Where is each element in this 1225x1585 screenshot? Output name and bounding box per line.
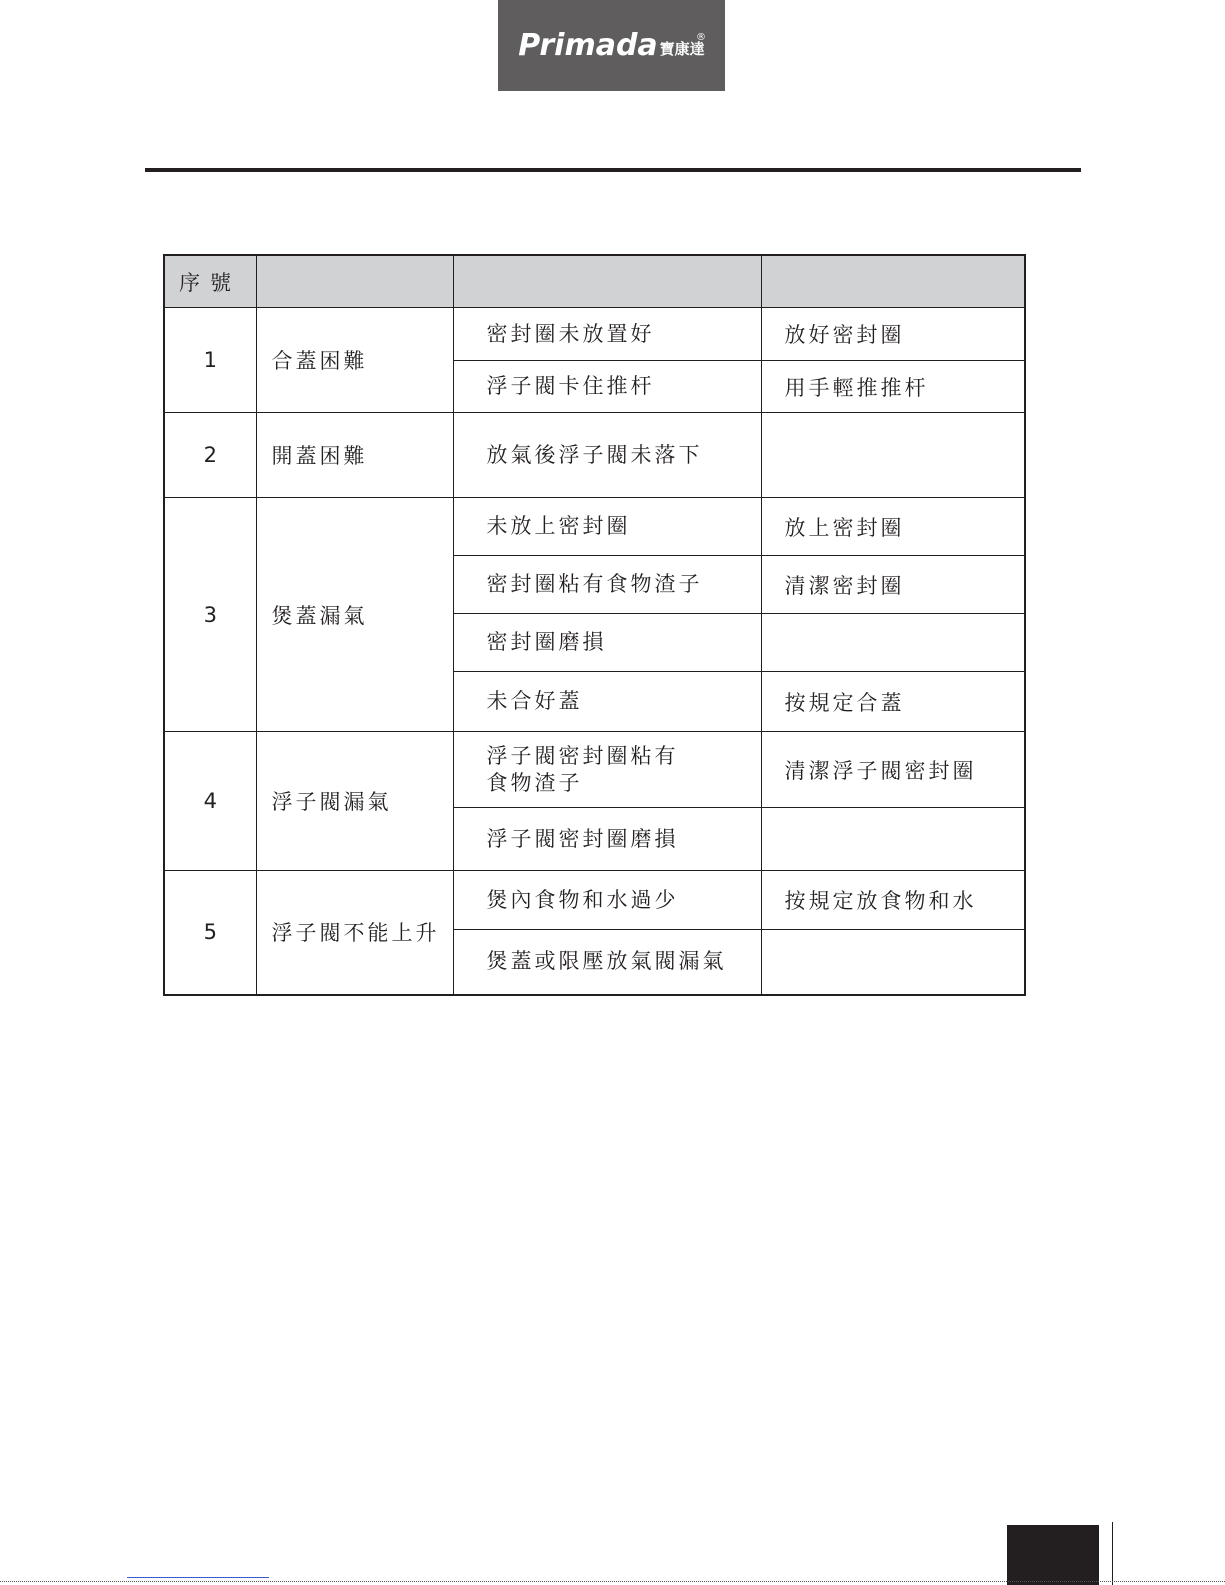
solution-cell: [761, 413, 1025, 498]
cause-cell: 放氣後浮子閥未落下: [453, 413, 761, 498]
solution-cell: 按規定放食物和水: [761, 871, 1025, 930]
brand-logo: [498, 0, 725, 91]
cause-cell: 煲蓋或限壓放氣閥漏氣: [453, 930, 761, 995]
table-row: [164, 308, 1025, 361]
cause-cell: 密封圈磨損: [453, 614, 761, 672]
solution-cell: 放上密封圈: [761, 498, 1025, 556]
cause-cell: 未放上密封圈: [453, 498, 761, 556]
symptom-cell: 浮子閥漏氣: [256, 732, 453, 871]
cause-cell: 浮子閥卡住推杆: [453, 361, 761, 413]
header-cause: [453, 255, 761, 308]
solution-cell: 用手輕推推杆: [761, 361, 1025, 413]
table-row: [164, 871, 1025, 930]
troubleshooting-table: [163, 254, 1026, 996]
row-number: 1: [164, 308, 256, 413]
cause-line: 浮子閥密封圈粘有: [486, 743, 679, 768]
solution-cell: 清潔浮子閥密封圈: [761, 732, 1025, 808]
table-header-row: [164, 255, 1025, 308]
table-row: [164, 732, 1025, 808]
symptom-cell: 開蓋困難: [256, 413, 453, 498]
row-number: 5: [164, 871, 256, 995]
header-no: 序號: [164, 255, 256, 308]
header-symptom: [256, 255, 453, 308]
row-number: 2: [164, 413, 256, 498]
row-number: 4: [164, 732, 256, 871]
symptom-cell: 浮子閥不能上升: [256, 871, 453, 995]
symptom-cell: 合蓋困難: [256, 308, 453, 413]
logo-brand-text: Primada: [518, 28, 658, 63]
solution-cell: [761, 614, 1025, 672]
footer-link-underline: [127, 1577, 269, 1578]
registered-mark: ®: [696, 32, 706, 43]
table-row: [164, 413, 1025, 498]
table-row: [164, 498, 1025, 556]
cause-line: 食物渣子: [486, 770, 583, 795]
solution-cell: 清潔密封圈: [761, 556, 1025, 614]
page-edge-line: [1112, 1522, 1113, 1585]
cause-cell: 密封圈未放置好: [453, 308, 761, 361]
cause-cell: 未合好蓋: [453, 672, 761, 732]
page-number-tab: [1007, 1525, 1099, 1585]
solution-cell: 放好密封圈: [761, 308, 1025, 361]
cause-cell: 煲內食物和水過少: [453, 871, 761, 930]
solution-cell: 按規定合蓋: [761, 672, 1025, 732]
cause-cell: 浮子閥密封圈磨損: [453, 808, 761, 871]
header-solution: [761, 255, 1025, 308]
header-rule: [145, 168, 1081, 172]
solution-cell: [761, 808, 1025, 871]
footer-dotted-line: [0, 1581, 1225, 1582]
logo-chinese-text: 寶康達: [659, 40, 705, 58]
cause-cell: 密封圈粘有食物渣子: [453, 556, 761, 614]
symptom-cell: 煲蓋漏氣: [256, 498, 453, 732]
solution-cell: [761, 930, 1025, 995]
cause-cell: [453, 732, 761, 808]
row-number: 3: [164, 498, 256, 732]
